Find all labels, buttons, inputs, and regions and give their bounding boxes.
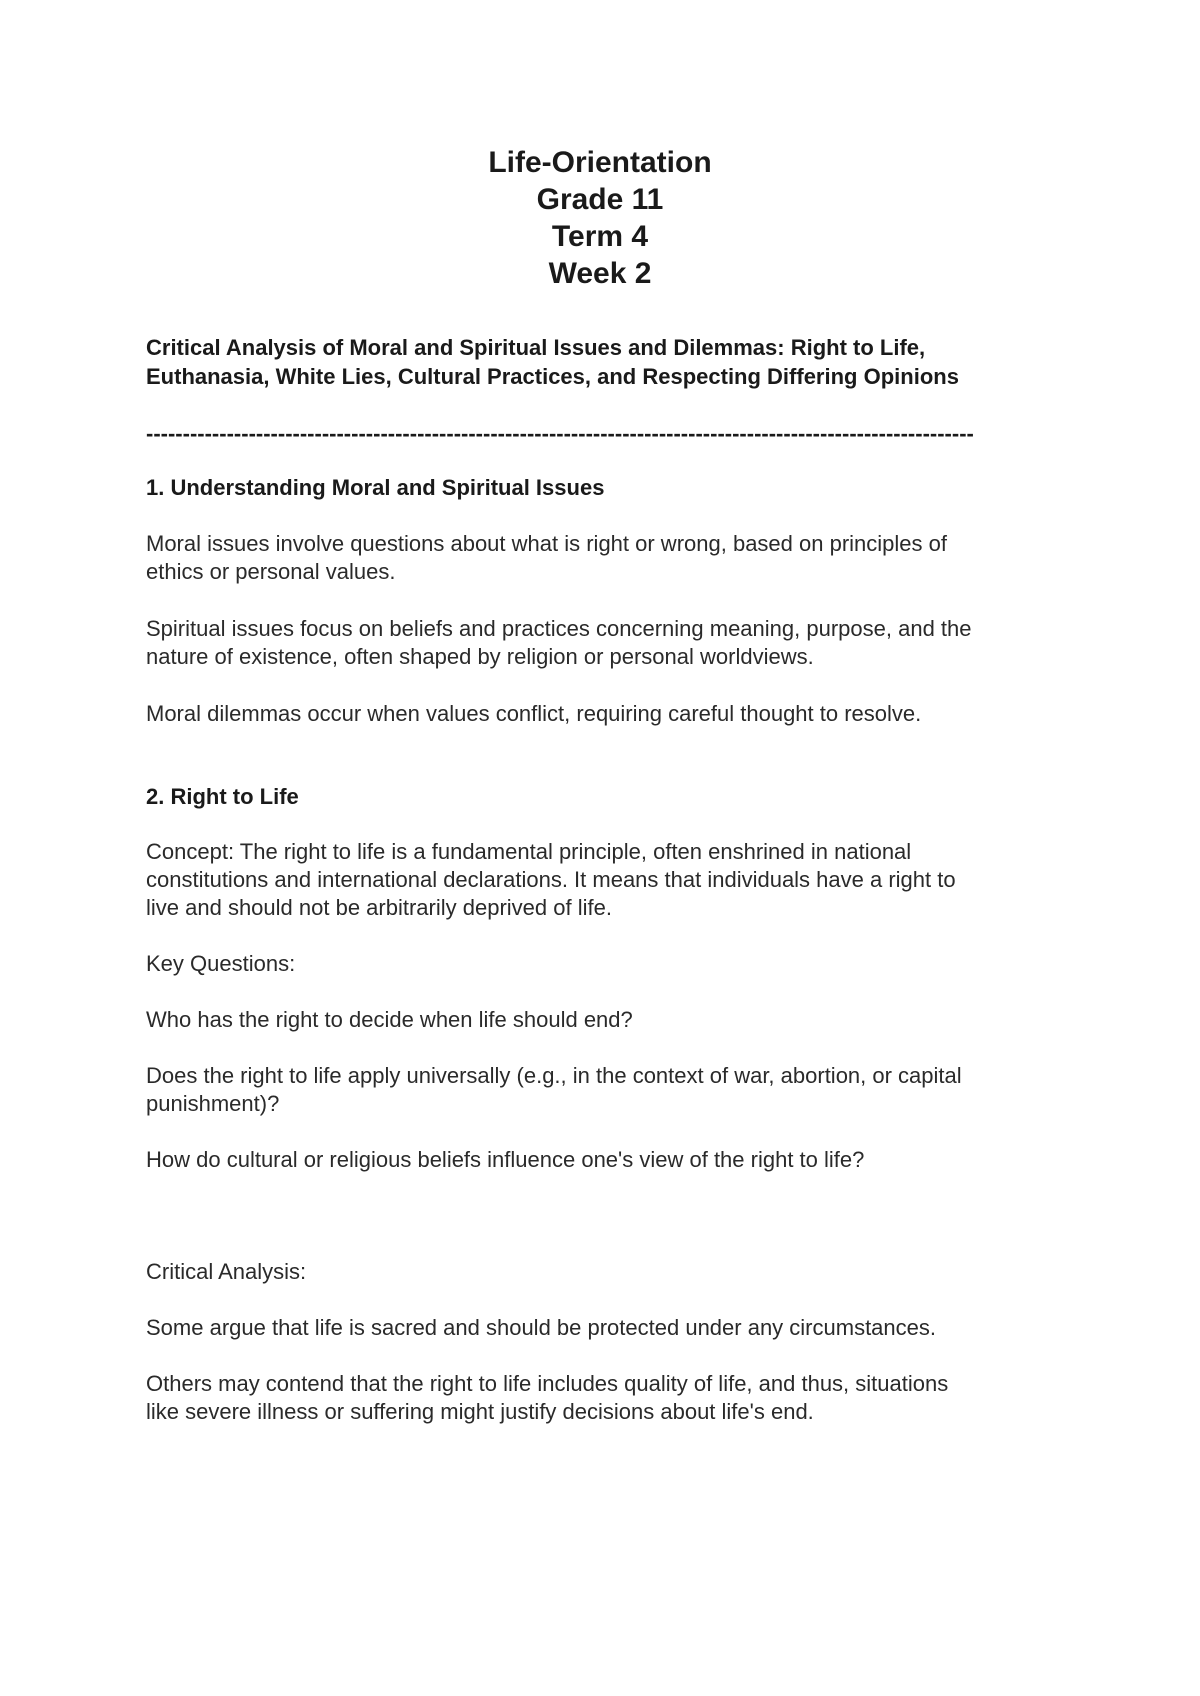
critical-point-2-line-1: Others may contend that the right to life includes quality of life, and thus, situations [146, 1371, 949, 1396]
question-3: How do cultural or religious beliefs influence one's view of the right to life? [146, 1147, 865, 1172]
title-subject: Life-Orientation [488, 146, 712, 179]
question-2-line-1: Does the right to life apply universally (e.g., in the context of war, abortion, or capital [146, 1063, 962, 1088]
subtitle-line-1: Critical Analysis of Moral and Spiritual Issues and Dilemmas: Right to Life, [146, 335, 926, 360]
section-2-heading: 2. Right to Life [146, 784, 299, 809]
title-grade: Grade 11 [536, 183, 664, 216]
question-1: Who has the right to decide when life should end? [146, 1007, 633, 1032]
critical-analysis-label: Critical Analysis: [146, 1259, 307, 1284]
concept-line-1: Concept: The right to life is a fundamental principle, often enshrined in national [146, 839, 912, 864]
section-1-para-1-line-1: Moral issues involve questions about what is right or wrong, based on principles of [146, 531, 947, 556]
section-1-para-1-line-2: ethics or personal values. [146, 559, 396, 584]
critical-point-1: Some argue that life is sacred and should be protected under any circumstances. [146, 1315, 937, 1340]
section-divider: ----------------------------------------------------------------------------------------------------------------- [146, 421, 974, 446]
question-2-line-2: punishment)? [146, 1091, 280, 1116]
document-title [0, 144, 1200, 292]
title-week: Week 2 [548, 257, 652, 290]
section-1-para-2-line-1: Spiritual issues focus on beliefs and practices concerning meaning, purpose, and the [146, 616, 972, 641]
concept-line-3: live and should not be arbitrarily deprived of life. [146, 895, 612, 920]
section-1-para-3: Moral dilemmas occur when values conflict, requiring careful thought to resolve. [146, 701, 922, 726]
key-questions-label: Key Questions: [146, 951, 296, 976]
critical-point-2-line-2: like severe illness or suffering might justify decisions about life's end. [146, 1399, 814, 1424]
title-term: Term 4 [551, 220, 649, 253]
section-1-heading: 1. Understanding Moral and Spiritual Issues [146, 475, 605, 500]
concept-line-2: constitutions and international declarations. It means that individuals have a right to [146, 867, 956, 892]
section-1-para-2-line-2: nature of existence, often shaped by religion or personal worldviews. [146, 644, 814, 669]
subtitle-line-2: Euthanasia, White Lies, Cultural Practices, and Respecting Differing Opinions [146, 364, 959, 389]
